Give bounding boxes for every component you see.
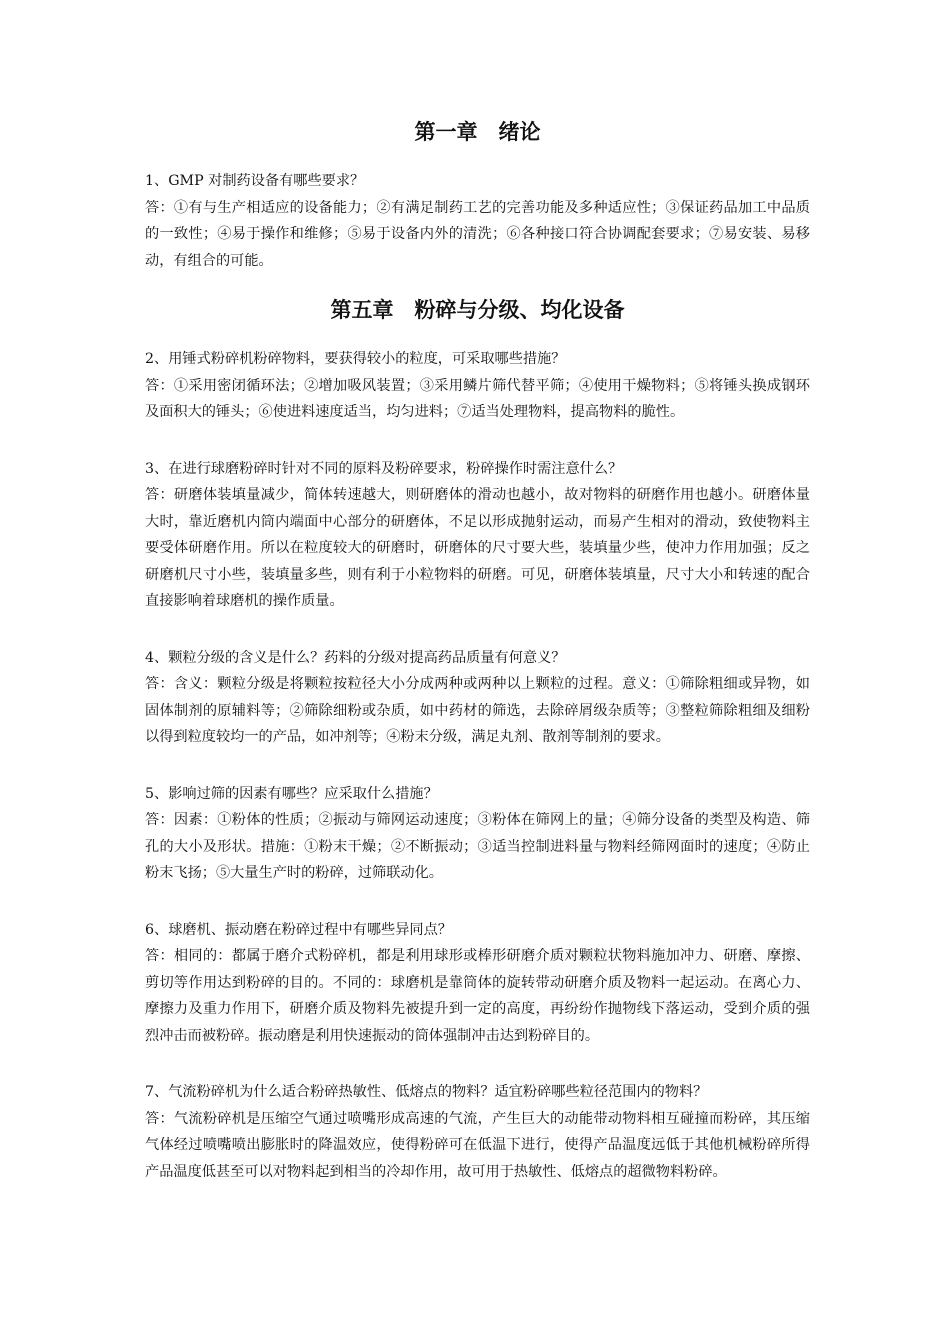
question-text: 6、球磨机、振动磨在粉碎过程中有哪些异同点？: [145, 921, 452, 938]
qa-item-1: [145, 168, 810, 274]
qa-item-5: [145, 781, 810, 887]
question-text: 1、GMP 对制药设备有哪些要求？: [145, 173, 365, 189]
question-text: 2、用锤式粉碎机粉碎物料，要获得较小的粒度，可采取哪些措施？: [145, 351, 566, 367]
answer-text: 答：含义：颗粒分级是将颗粒按粒径大小分成两种或两种以上颗粒的过程。意义：①筛除粗细或异物，如固体制剂的原辅料等；②筛除细粉或杂质，如中药材的筛选，去除碎屑级杂质等；③整粒筛除粗细及细粉以得到粒度较均一的产品，如冲剂等；④粉末分级，满足丸剂、散剂等制剂的要求。: [145, 676, 810, 745]
qa-item-2: [145, 346, 810, 426]
answer-text: 答：气流粉碎机是压缩空气通过喷嘴形成高速的气流，产生巨大的动能带动物料相互碰撞而粉碎，其压缩气体经过喷嘴喷出膨胀时的降温效应，使得粉碎可在低温下进行，使得产品温度远低于其他机械粉碎所得产品温度低甚至可以对物料起到相当的冷却作用，故可用于热敏性、低熔点的超微物料粉碎。: [145, 1110, 810, 1180]
answer-text: 答：研磨体装填量减少，简体转速越大，则研磨体的滑动也越小，故对物料的研磨作用也越小。研磨体量大时，靠近磨机内筒内端面中心部分的研磨体，不足以形成抛射运动，而易产生相对的滑动，致使物料主要受体研磨作用。所以在粒度较大的研磨时，研磨体的尺寸要大些，装填量少些，使冲力作用加强；反之研磨机尺寸小些，装填量多些，则有利于小粒物料的研磨。可见，研磨体装填量，尺寸大小和转速的配合直接影响着球磨机的操作质量。: [145, 487, 810, 609]
answer-text: 答：相同的：都属于磨介式粉碎机，都是利用球形或棒形研磨介质对颗粒状物料施加冲力、研磨、摩擦、剪切等作用达到粉碎的目的。不同的：球磨机是靠筒体的旋转带动研磨介质及物料一起运动。在离心力、摩擦力及重力作用下，研磨介质及物料先被提升到一定的高度，再纷纷作抛物线下落运动，受到介质的强烈冲击而被粉碎。振动磨是利用快速振动的筒体强制冲击达到粉碎目的。: [145, 948, 810, 1044]
qa-item-3: [145, 456, 810, 615]
qa-item-7: [145, 1079, 810, 1185]
answer-text: 答：①有与生产相适应的设备能力；②有满足制药工艺的完善功能及多种适应性；③保证药品加工中品质的一致性；④易于操作和维修；⑤易于设备内外的清洗；⑥各种接口符合协调配套要求；⑦易安装、易移动，有组合的可能。: [145, 199, 810, 269]
answer-text: 答：因素：①粉体的性质；②振动与筛网运动速度；③粉体在筛网上的量；④筛分设备的类型及构造、筛孔的大小及形状。措施：①粉末干燥；②不断振动；③适当控制进料量与物料经筛网面时的速度；④防止粉末飞扬；⑤大量生产时的粉碎，过筛联动化。: [145, 812, 810, 881]
question-text: 3、在进行球磨粉碎时针对不同的原料及粉碎要求，粉碎操作时需注意什么？: [145, 460, 623, 477]
question-text: 5、影响过筛的因素有哪些？应采取什么措施？: [145, 785, 438, 802]
qa-item-4: [145, 645, 810, 751]
answer-text: 答：①采用密闭循环法；②增加吸风装置；③采用鳞片筛代替平筛；④使用干燥物料；⑤将锤头换成钢环及面积大的锤头；⑥使进料速度适当，均匀进料；⑦适当处理物料，提高物料的脆性。: [145, 377, 810, 420]
qa-item-6: [145, 917, 810, 1050]
chapter-1-title: 第一章 绪论: [414, 120, 541, 144]
chapter-5-title: 第五章 粉碎与分级、均化设备: [330, 298, 625, 322]
document-page: [145, 118, 810, 1215]
question-text: 4、颗粒分级的含义是什么？药料的分级对提高药品质量有何意义？: [145, 649, 566, 666]
question-text: 7、气流粉碎机为什么适合粉碎热敏性、低熔点的物料？适宜粉碎哪些粒径范围内的物料？: [145, 1084, 708, 1100]
